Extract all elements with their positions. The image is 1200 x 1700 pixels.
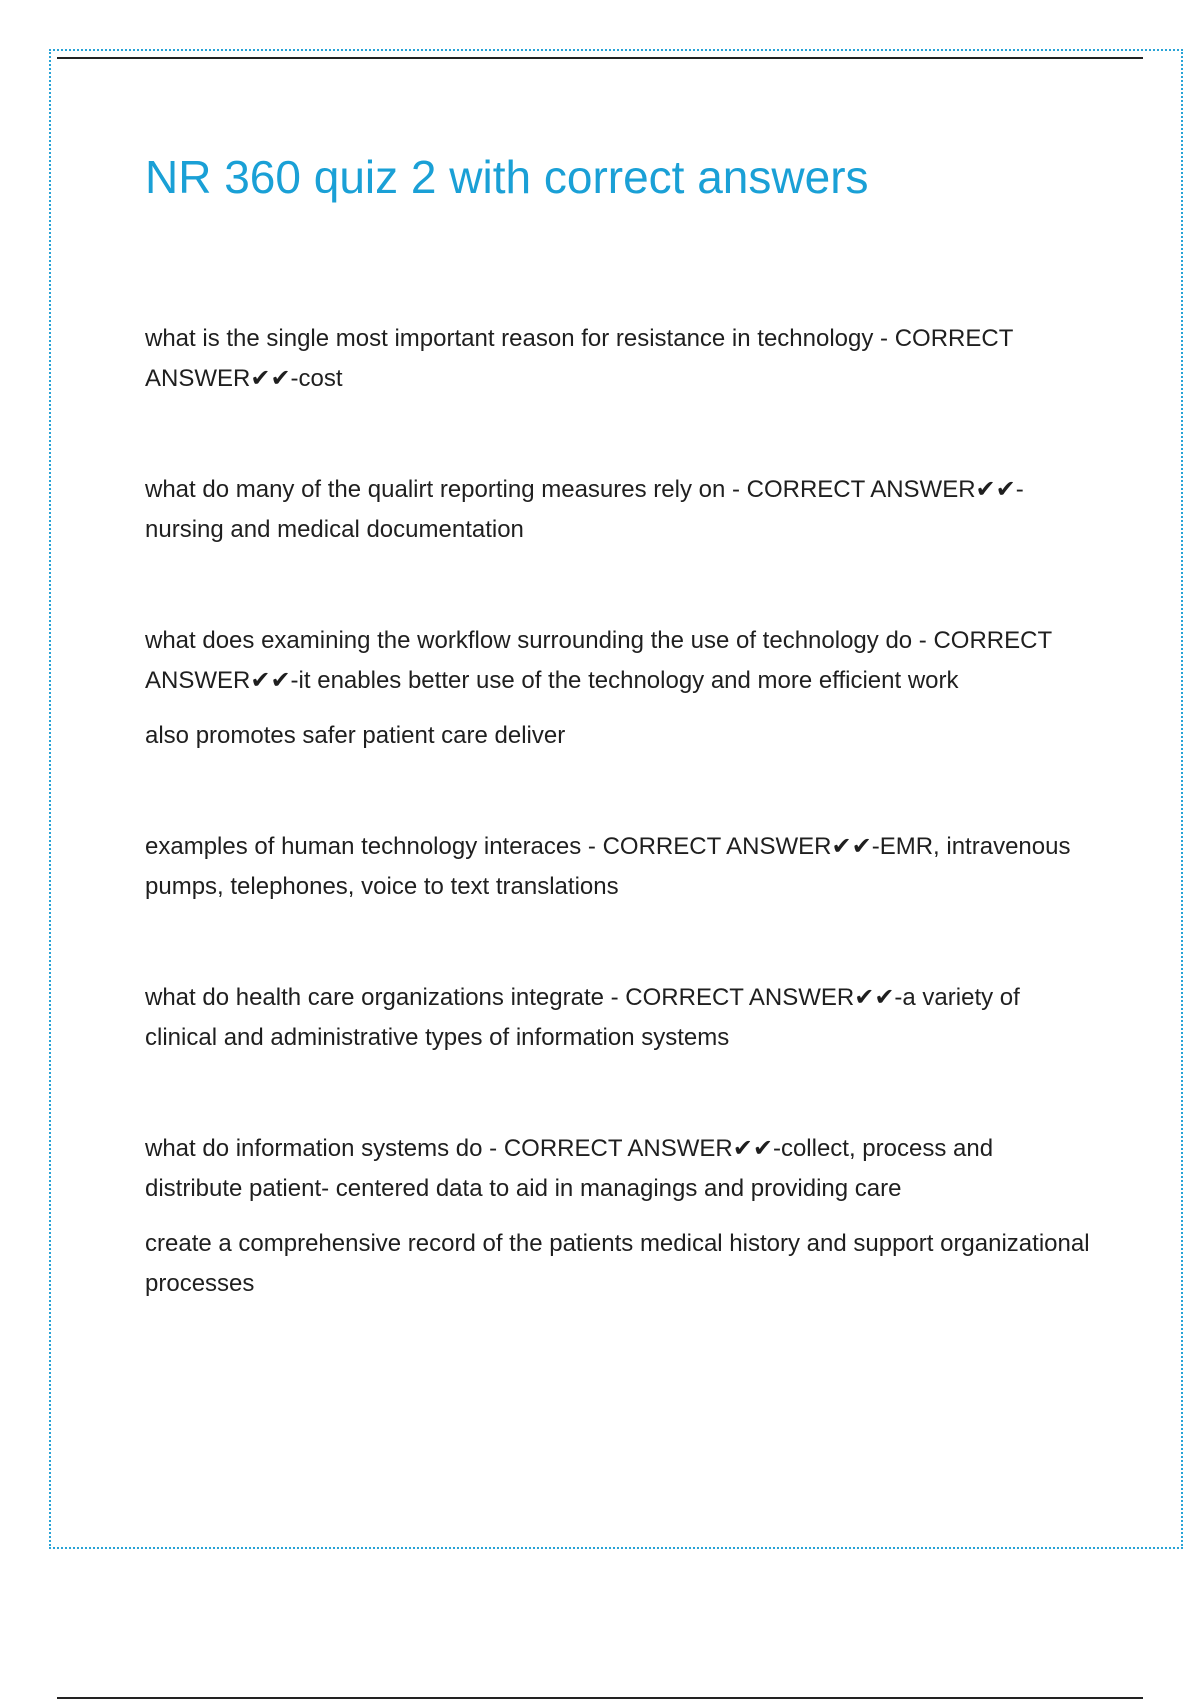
qa-item xyxy=(145,1129,1095,1304)
qa-text: examples of human technology interaces - CORRECT ANSWER✔✔-EMR, intravenous pumps, telephones, voice to text translations xyxy=(145,833,1071,900)
qa-item xyxy=(145,621,1095,756)
qa-text: what do information systems do - CORRECT ANSWER✔✔-collect, process and distribute patient- centered data to aid in managings and providing care xyxy=(145,1135,994,1202)
qa-text: what does examining the workflow surrounding the use of technology do - CORRECT ANSWER✔✔-it enables better use of the technology and more efficient work xyxy=(145,627,1052,694)
qa-text: what is the single most important reason for resistance in technology - CORRECT ANSWER✔✔-cost xyxy=(145,325,1013,392)
qa-text-continued: also promotes safer patient care deliver xyxy=(145,722,566,749)
qa-item xyxy=(145,827,1095,907)
top-rule xyxy=(57,57,1143,59)
document-title: NR 360 quiz 2 with correct answers xyxy=(145,151,869,203)
qa-text: what do health care organizations integrate - CORRECT ANSWER✔✔-a variety of clinical and administrative types of information systems xyxy=(145,984,1020,1051)
qa-item xyxy=(145,470,1095,550)
qa-item xyxy=(145,319,1095,399)
qa-text-continued: create a comprehensive record of the patients medical history and support organizational processes xyxy=(145,1230,1090,1297)
qa-list xyxy=(145,319,1095,1375)
qa-item xyxy=(145,978,1095,1058)
bottom-rule xyxy=(57,1697,1143,1699)
qa-text: what do many of the qualirt reporting measures rely on - CORRECT ANSWER✔✔-nursing and medical documentation xyxy=(145,476,1024,543)
